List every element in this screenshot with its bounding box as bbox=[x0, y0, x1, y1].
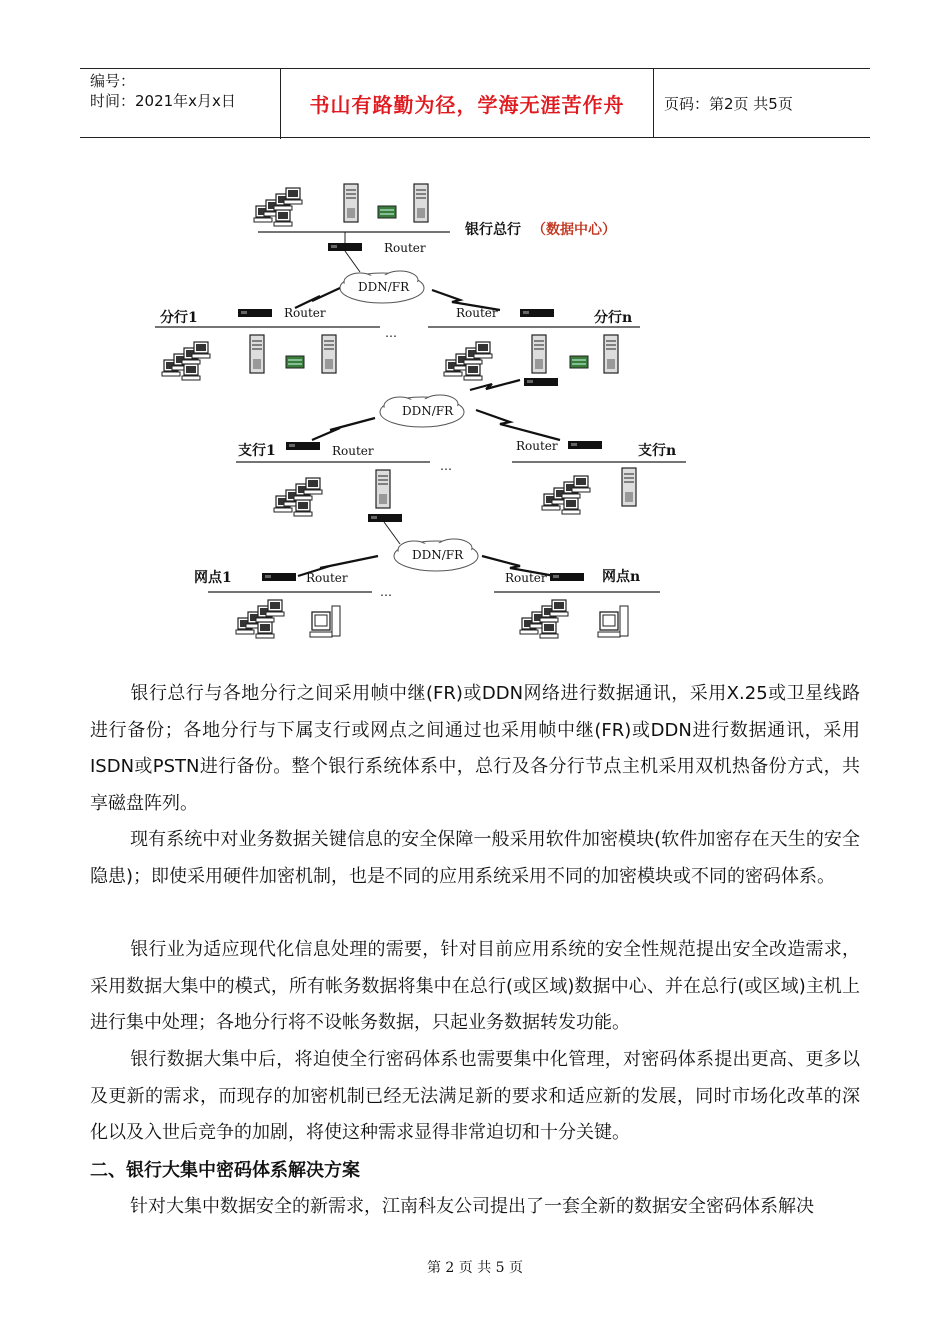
sub-branch-1-router-label: Router bbox=[332, 444, 374, 458]
branch-1-disk bbox=[286, 356, 304, 368]
branch-n-disk bbox=[570, 356, 588, 368]
sub-branch-1-node bbox=[236, 442, 430, 522]
hq-pcs bbox=[254, 188, 302, 226]
outlet-1-label: 网点1 bbox=[194, 570, 232, 586]
branch-n-router-down bbox=[524, 378, 558, 386]
outlet-n-router bbox=[550, 573, 584, 581]
sub-branch-n-node bbox=[512, 439, 686, 514]
hq-node bbox=[254, 184, 616, 255]
sub-branch-n-router-label: Router bbox=[516, 439, 558, 453]
outlet-n-label: 网点n bbox=[602, 569, 641, 585]
header-page-info: 页码：第2页 共5页 bbox=[664, 94, 793, 113]
ellipsis-3: … bbox=[380, 585, 392, 599]
sub-branch-1-server bbox=[376, 470, 390, 508]
bank-network-diagram bbox=[0, 0, 950, 660]
branch-n-pcs bbox=[444, 342, 492, 380]
hq-label: 银行总行 bbox=[465, 222, 521, 238]
outlet-n-workstation bbox=[598, 606, 628, 637]
branch-n-router-label: Router bbox=[456, 306, 498, 320]
branch-n-server-b bbox=[604, 335, 618, 373]
number-label: 编号： bbox=[90, 72, 136, 90]
branch-n-server-a bbox=[532, 335, 546, 373]
hq-router-label: Router bbox=[384, 241, 426, 255]
hq-server-a bbox=[344, 184, 358, 222]
outlet-1-router-label: Router bbox=[306, 571, 348, 585]
paragraph-3: 银行业为适应现代化信息处理的需要，针对目前应用系统的安全性规范提出安全改造需求，采用数据大集中的模式，所有帐务数据将集中在总行(或区域)数据中心、并在总行(或区域)主机上进行集中处理；各地分行将不设帐务数据，只起业务数据转发功能。 bbox=[90, 939, 860, 1033]
ellipsis-1: … bbox=[385, 326, 397, 340]
network-label-3: DDN/FR bbox=[412, 548, 464, 562]
sub-branch-n-pcs bbox=[542, 476, 590, 514]
hq-sub-label: （数据中心） bbox=[532, 222, 616, 238]
branch-1-node bbox=[155, 306, 380, 380]
page-footer: 第 2 页 共 5 页 bbox=[426, 1260, 524, 1276]
sub-branch-1-pcs bbox=[274, 478, 322, 516]
branch-1-server-b bbox=[322, 335, 336, 373]
sub-branch-n-router bbox=[568, 441, 602, 449]
paragraph-4: 银行数据大集中后，将迫使全行密码体系也需要集中化管理，对密码体系提出更高、更多以及更新的需求，而现存的加密机制已经无法满足新的要求和适应新的发展，同时市场化改革的深化以及入世后竞争的加剧，将使这种需求显得非常迫切和十分关键。 bbox=[90, 1049, 860, 1143]
outlet-1-workstation bbox=[310, 606, 340, 637]
sub-branch-n-server bbox=[622, 468, 636, 506]
outlet-n-router-label: Router bbox=[505, 571, 547, 585]
branch-n-label: 分行n bbox=[594, 310, 633, 326]
sub-branch-1-router-down bbox=[368, 514, 402, 522]
paragraph-2: 现有系统中对业务数据关键信息的安全保障一般采用软件加密模块(软件加密存在天生的安全隐患)；即使采用硬件加密机制，也是不同的应用系统采用不同的加密模块或不同的密码体系。 bbox=[90, 829, 860, 887]
link-bn-net2 bbox=[470, 380, 520, 390]
link-net2-s1 bbox=[312, 418, 375, 440]
outlet-1-router bbox=[262, 573, 296, 581]
sub-branch-n-label: 支行n bbox=[638, 443, 677, 459]
date-label: 时间：2021年x月x日 bbox=[90, 92, 236, 110]
header-motto: 书山有路勤为径，学海无涯苦作舟 bbox=[281, 69, 654, 137]
outlet-1-pcs bbox=[236, 600, 284, 638]
ellipsis-2: … bbox=[440, 459, 452, 473]
branch-1-router bbox=[238, 309, 272, 317]
hq-disk bbox=[378, 206, 396, 218]
hq-server-b bbox=[414, 184, 428, 222]
branch-1-router-label: Router bbox=[284, 306, 326, 320]
link-hq-b1 bbox=[295, 288, 340, 308]
link-net2-sn bbox=[476, 410, 560, 440]
branch-n-node bbox=[428, 306, 640, 386]
outlet-n-pcs bbox=[520, 600, 568, 638]
network-label-1: DDN/FR bbox=[358, 280, 410, 294]
branch-1-label: 分行1 bbox=[160, 310, 198, 326]
sub-branch-1-router bbox=[286, 442, 320, 450]
branch-1-server-a bbox=[250, 335, 264, 373]
outlet-n-node bbox=[494, 568, 660, 638]
branch-1-pcs bbox=[162, 342, 210, 380]
paragraph-5: 针对大集中数据安全的新需求，江南科友公司提出了一套全新的数据安全密码体系解决 bbox=[130, 1196, 814, 1217]
hq-router bbox=[328, 243, 362, 251]
sub-branch-1-label: 支行1 bbox=[238, 443, 276, 459]
outlet-1-node bbox=[194, 569, 372, 638]
branch-n-router bbox=[520, 309, 554, 317]
section-title: 二、银行大集中密码体系解决方案 bbox=[90, 1160, 360, 1181]
paragraph-1: 银行总行与各地分行之间采用帧中继(FR)或DDN网络进行数据通讯，采用X.25或卫星线路进行备份；各地分行与下属支行或网点之间通过也采用帧中继(FR)或DDN进行数据通讯，采用ISDN或PSTN进行备份。整个银行系统体系中，总行及各分行节点主机采用双机热备份方式，共享磁盘阵列。 bbox=[90, 683, 860, 814]
network-label-2: DDN/FR bbox=[402, 404, 454, 418]
